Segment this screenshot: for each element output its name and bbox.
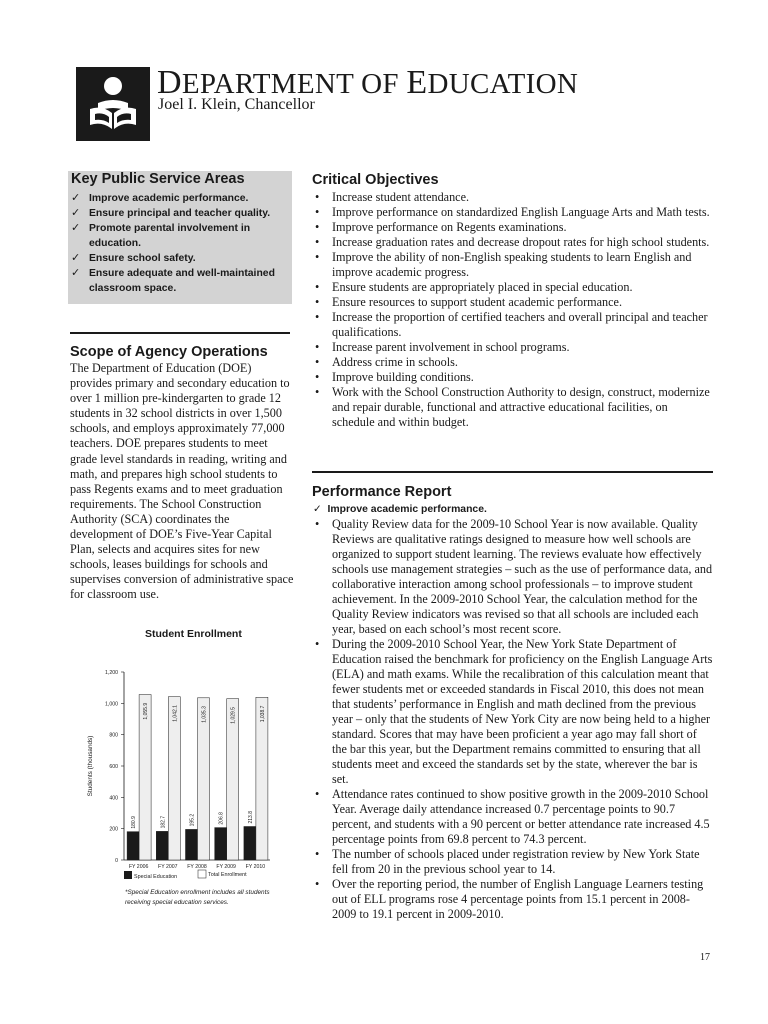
critical-objective-item: • Improve the ability of non-English speaking students to learn English and improve academic progress. bbox=[315, 250, 692, 279]
performance-list bbox=[313, 517, 713, 922]
y-tick-label: 0 bbox=[115, 858, 118, 864]
y-tick-label: 1,200 bbox=[105, 670, 118, 676]
critical-objective-item: • Increase the proportion of certified teachers and overall principal and teacher qualifications. bbox=[315, 310, 708, 339]
critical-objective-item: • Improve performance on standardized English Language Arts and Math tests. bbox=[315, 205, 710, 219]
critical-objectives-list bbox=[313, 190, 713, 430]
data-label-special-education: 182.7 bbox=[160, 815, 167, 829]
key-area-item: ✓ Promote parental involvement in education. bbox=[71, 222, 251, 249]
page-number: 17 bbox=[700, 952, 710, 963]
key-area-item: ✓ Ensure adequate and well-maintained classroom space. bbox=[71, 267, 275, 294]
bullet-icon: • bbox=[315, 205, 320, 219]
bullet-icon: • bbox=[315, 310, 320, 324]
checkmark-icon: ✓ bbox=[71, 267, 81, 279]
y-tick-label: 600 bbox=[109, 764, 118, 770]
chart-title: Student Enrollment bbox=[145, 628, 242, 640]
chart-footnote: *Special Education enrollment includes all students receiving special education services. bbox=[125, 889, 270, 906]
page-title: DEPARTMENT OF EDUCATION bbox=[157, 64, 579, 101]
key-areas-heading: Key Public Service Areas bbox=[71, 171, 245, 187]
x-tick-label: FY 2009 bbox=[216, 864, 236, 870]
legend-swatch-total-enrollment bbox=[198, 870, 206, 878]
bullet-icon: • bbox=[315, 370, 320, 384]
legend-label-special-education: Special Education bbox=[134, 874, 178, 880]
legend-label-total-enrollment: Total Enrollment bbox=[208, 872, 247, 878]
bar-special-education bbox=[127, 832, 139, 860]
y-axis-label: Students (thousands) bbox=[87, 735, 94, 797]
critical-objective-item: • Increase parent involvement in school programs. bbox=[315, 340, 570, 354]
student-enrollment-chart bbox=[80, 660, 280, 880]
bullet-icon: • bbox=[315, 517, 320, 531]
critical-objective-item: • Increase student attendance. bbox=[315, 190, 470, 204]
scope-heading: Scope of Agency Operations bbox=[70, 344, 268, 360]
data-label-total-enrollment: 1,055.9 bbox=[143, 702, 150, 720]
bullet-icon: • bbox=[315, 190, 320, 204]
legend-swatch-special-education bbox=[124, 871, 132, 879]
section-divider bbox=[312, 471, 713, 473]
key-area-item: ✓ Improve academic performance. bbox=[71, 192, 249, 204]
critical-objectives-heading: Critical Objectives bbox=[312, 172, 439, 188]
bar-special-education bbox=[156, 831, 168, 860]
performance-item: • Quality Review data for the 2009-10 School Year is now available. Quality Reviews are qualitative ratings designed to measure how well schools are organized to support student learning. The reviews evaluate how effectively schools use management strategies – such as the use of performance data, and collaborative interaction among school professionals – to improve student achievement. In the 2009-2010 School Year, the calculation method for the Quality Review indicators was revised so that all schools are included each year, based on each school’s most recent score. bbox=[315, 517, 713, 636]
checkmark-icon: ✓ bbox=[313, 504, 328, 515]
key-areas-list bbox=[71, 191, 289, 296]
y-tick-label: 400 bbox=[109, 795, 118, 802]
bar-special-education bbox=[244, 827, 256, 860]
data-label-total-enrollment: 1,035.3 bbox=[201, 706, 208, 723]
bar-special-education bbox=[215, 828, 227, 860]
scope-paragraph: The Department of Education (DOE) provides primary and secondary education to over 1 million pre-kindergarten to grade 12 students in 32 school districts in over 1,500 schools, and employs approximately 77,000 teachers. DOE prepares students to meet grade level standards in reading, writing and math, and prepares high school students to pass Regents exams and to meet graduation requirements. The School Construction Authority (SCA) coordinates the development of DOE’s Five-Year Capital Plan, selects and acquires sites for new schools, leases buildings for schools and supervises conversion of administrative space for classroom use. bbox=[70, 361, 294, 602]
data-label-total-enrollment: 1,042.1 bbox=[172, 705, 179, 722]
critical-objective-item: • Increase graduation rates and decrease dropout rates for high school students. bbox=[315, 235, 710, 249]
section-divider bbox=[70, 332, 290, 334]
bullet-icon: • bbox=[315, 787, 320, 801]
bullet-icon: • bbox=[315, 250, 320, 264]
critical-objective-item: • Work with the School Construction Authority to design, construct, modernize and repair durable, functional and attractive educational facilities, on schedule and within budget. bbox=[315, 385, 710, 429]
x-tick-label: FY 2010 bbox=[245, 864, 266, 870]
key-area-item: ✓ Ensure school safety. bbox=[71, 252, 196, 264]
data-label-special-education: 180.9 bbox=[131, 816, 138, 829]
performance-item: • During the 2009-2010 School Year, the New York State Department of Education raised the benchmark for proficiency on the English Language Arts (ELA) and math exams. While the recalibration of this calculation meant that fewer students met or exceeded standards in Fiscal 2010, this does not mean that students’ performance in English and math declined from the previous year – only that the students of New York City are now being held to a higher standard. Scores that may have been proficient a year ago may fall short of the bar this year, but the Department remains committed to ensuring that all students meet and exceed the standards set by the state, wherever the bar is set. bbox=[315, 637, 713, 786]
bullet-icon: • bbox=[315, 235, 320, 249]
data-label-special-education: 195.2 bbox=[189, 813, 196, 827]
checkmark-icon: ✓ bbox=[71, 222, 81, 234]
bullet-icon: • bbox=[315, 295, 320, 309]
critical-objective-item: • Improve building conditions. bbox=[315, 370, 474, 384]
bullet-icon: • bbox=[315, 847, 320, 861]
performance-report-heading: Performance Report bbox=[312, 484, 452, 500]
y-tick-label: 1,000 bbox=[105, 701, 118, 708]
bullet-icon: • bbox=[315, 220, 320, 234]
bullet-icon: • bbox=[315, 340, 320, 354]
bullet-icon: • bbox=[315, 355, 320, 369]
bullet-icon: • bbox=[315, 637, 320, 651]
critical-objective-item: • Improve performance on Regents examinations. bbox=[315, 220, 567, 234]
bullet-icon: • bbox=[315, 877, 320, 891]
data-label-special-education: 213.8 bbox=[247, 810, 254, 824]
key-area-item: ✓ Ensure principal and teacher quality. bbox=[71, 207, 271, 219]
checkmark-icon: ✓ bbox=[71, 252, 81, 264]
reading-person-icon bbox=[76, 67, 150, 141]
x-tick-label: FY 2008 bbox=[187, 864, 207, 870]
key-public-service-areas-box bbox=[68, 171, 292, 304]
y-tick-label: 200 bbox=[109, 826, 118, 833]
checkmark-icon: ✓ bbox=[71, 192, 81, 204]
data-label-special-education: 206.8 bbox=[218, 812, 225, 825]
critical-objective-item: • Ensure resources to support student academic performance. bbox=[315, 295, 623, 309]
data-label-total-enrollment: 1,029.5 bbox=[230, 707, 237, 724]
page-subtitle: Joel I. Klein, Chancellor bbox=[158, 96, 315, 113]
performance-item: • Over the reporting period, the number of English Language Learners testing out of ELL programs rose 4 percentage points from 15.1 percent in 2008-2009 to 19.1 percent in 2009-2010. bbox=[315, 877, 704, 921]
performance-check-item: ✓ Improve academic performance. bbox=[313, 504, 487, 515]
performance-item: • The number of schools placed under registration review by New York State fell from 20 in the previous school year to 14. bbox=[315, 847, 700, 876]
x-tick-label: FY 2006 bbox=[128, 864, 149, 870]
critical-objective-item: • Address crime in schools. bbox=[315, 355, 458, 369]
critical-objective-item: • Ensure students are appropriately placed in special education. bbox=[315, 280, 633, 294]
checkmark-icon: ✓ bbox=[71, 207, 81, 219]
department-logo bbox=[76, 67, 150, 141]
performance-item: • Attendance rates continued to show positive growth in the 2009-2010 School Year. Average daily attendance increased 0.7 percentage points to 90.7 percent, and students with a 90 percent or better attendance rate increased 4.5 percentage points from 69.8 percent to 74.3 percent. bbox=[315, 787, 710, 846]
bullet-icon: • bbox=[315, 280, 320, 294]
data-label-total-enrollment: 1,038.7 bbox=[259, 705, 266, 723]
y-tick-label: 800 bbox=[109, 732, 118, 739]
bar-special-education bbox=[186, 829, 198, 860]
bullet-icon: • bbox=[315, 385, 320, 399]
x-tick-label: FY 2007 bbox=[158, 864, 178, 870]
